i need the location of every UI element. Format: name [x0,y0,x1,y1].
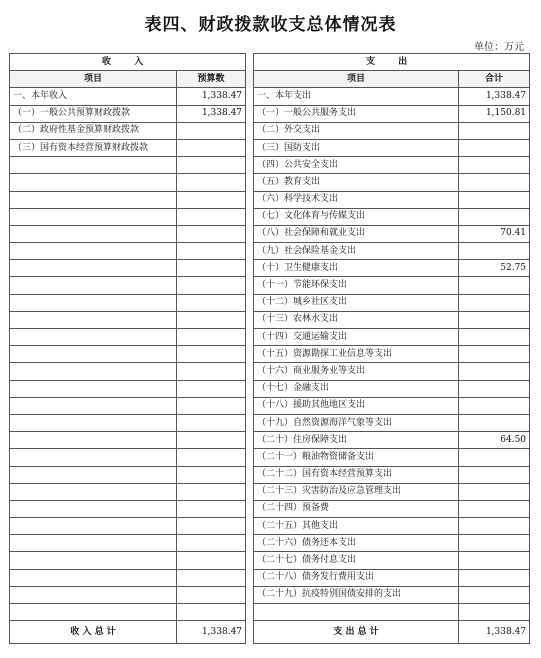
table-row [10,311,530,328]
table-row [10,174,530,191]
income-total-value: 1,338.47 [177,621,246,644]
income-value-cell [177,466,246,483]
expense-value-cell [459,552,530,569]
column-gap [246,105,254,122]
expense-value-cell [459,604,530,621]
income-item-cell [10,518,177,535]
income-total-label: 收 入 总 计 [10,621,177,644]
income-value-cell [177,174,246,191]
expense-item-cell: （十五）资源勘探工业信息等支出 [254,346,459,363]
income-item-cell [10,380,177,397]
income-item-cell: （一）一般公共预算财政拨款 [10,105,177,122]
expense-value-cell [459,346,530,363]
income-budget-header: 预算数 [177,71,246,88]
column-gap [246,277,254,294]
income-item-cell [10,604,177,621]
expense-item-cell: （九）社会保险基金支出 [254,243,459,260]
table-row [10,363,530,380]
income-value-cell [177,363,246,380]
expense-item-cell: （二十七）债务付息支出 [254,552,459,569]
income-section-header: 收 入 [10,54,246,71]
header-row-columns [10,71,530,88]
expense-value-cell [459,483,530,500]
income-value-cell [177,552,246,569]
income-value-cell [177,604,246,621]
column-gap [246,586,254,603]
expense-item-cell: （十三）农林水支出 [254,311,459,328]
column-gap [246,260,254,277]
expense-section-header: 支 出 [254,54,530,71]
income-value-cell: 1,338.47 [177,88,246,105]
column-gap [246,363,254,380]
income-value-cell: 1,338.47 [177,105,246,122]
expense-value-cell [459,397,530,414]
income-item-cell [10,191,177,208]
expense-item-cell: （八）社会保障和就业支出 [254,225,459,242]
table-row [10,277,530,294]
expense-item-cell: （二十四）预备费 [254,500,459,517]
expense-item-cell: （十七）金融支出 [254,380,459,397]
table-row [10,569,530,586]
column-gap [246,535,254,552]
column-gap [246,88,254,105]
column-gap [246,225,254,242]
expense-value-cell [459,449,530,466]
expense-value-cell: 52.75 [459,260,530,277]
expense-item-cell: （十九）自然资源海洋气象等支出 [254,414,459,431]
expense-item-cell: （二十三）灾害防治及应急管理支出 [254,483,459,500]
income-item-cell [10,552,177,569]
expense-value-cell [459,569,530,586]
column-gap [246,414,254,431]
income-item-header: 项目 [10,71,177,88]
expense-item-cell: （二）外交支出 [254,122,459,139]
income-item-cell [10,569,177,586]
table-row [10,518,530,535]
income-value-cell [177,569,246,586]
table-row [10,243,530,260]
expense-value-cell: 1,338.47 [459,88,530,105]
table-row [10,449,530,466]
column-gap [246,208,254,225]
table-body [10,54,530,644]
expense-value-cell [459,518,530,535]
income-item-cell [10,157,177,174]
expense-total-header: 合计 [459,71,530,88]
income-item-cell [10,294,177,311]
expense-value-cell [459,311,530,328]
total-row [10,621,530,644]
income-item-cell [10,483,177,500]
table-row [10,586,530,603]
income-value-cell [177,397,246,414]
table-row [10,139,530,156]
table-row [10,157,530,174]
column-gap [246,432,254,449]
income-value-cell [177,535,246,552]
income-item-cell [10,466,177,483]
expense-value-cell [459,586,530,603]
table-row [10,260,530,277]
table-row [10,535,530,552]
expense-item-cell: （十）卫生健康支出 [254,260,459,277]
expense-item-cell: （四）公共安全支出 [254,157,459,174]
income-item-cell: （二）政府性基金预算财政拨款 [10,122,177,139]
income-value-cell [177,346,246,363]
income-item-cell [10,277,177,294]
column-gap [246,500,254,517]
income-value-cell [177,139,246,156]
column-gap [246,174,254,191]
expense-item-cell: （七）文化体育与传媒支出 [254,208,459,225]
expense-total-label: 支 出 总 计 [254,621,459,644]
column-gap [246,466,254,483]
income-item-cell [10,432,177,449]
income-value-cell [177,191,246,208]
table-row [10,105,530,122]
table-row [10,380,530,397]
income-item-cell [10,225,177,242]
expense-item-cell: （二十八）债务发行费用支出 [254,569,459,586]
income-item-cell [10,535,177,552]
income-value-cell [177,311,246,328]
income-item-cell: （三）国有资本经营预算财政拨款 [10,139,177,156]
expense-value-cell [459,294,530,311]
income-item-cell [10,449,177,466]
expense-value-cell: 64.50 [459,432,530,449]
unit-label: 单位：万元 [474,42,524,53]
expense-item-cell: （二十二）国有资本经营预算支出 [254,466,459,483]
expense-item-cell: （二十九）抗疫特别国债安排的支出 [254,586,459,603]
expense-value-cell [459,208,530,225]
income-value-cell [177,294,246,311]
income-item-cell [10,586,177,603]
column-gap [246,397,254,414]
column-gap [246,380,254,397]
income-item-cell [10,174,177,191]
income-value-cell [177,449,246,466]
income-value-cell [177,225,246,242]
column-gap [246,552,254,569]
expense-item-cell: （六）科学技术支出 [254,191,459,208]
expense-item-cell: （十二）城乡社区支出 [254,294,459,311]
income-item-cell [10,397,177,414]
expense-value-cell [459,329,530,346]
column-gap [246,483,254,500]
expense-item-cell: （二十五）其他支出 [254,518,459,535]
column-gap [246,54,254,71]
column-gap [246,191,254,208]
expense-item-header: 项目 [254,71,459,88]
expense-value-cell [459,277,530,294]
income-value-cell [177,500,246,517]
column-gap [246,621,254,644]
income-item-cell [10,243,177,260]
income-value-cell [177,586,246,603]
column-gap [246,518,254,535]
table-row [10,329,530,346]
expense-item-cell: （十四）交通运输支出 [254,329,459,346]
income-item-cell [10,311,177,328]
expense-item-cell [254,604,459,621]
expense-item-cell: （一）一般公共服务支出 [254,105,459,122]
table-row [10,397,530,414]
column-gap [246,346,254,363]
expense-value-cell: 1,150.81 [459,105,530,122]
income-item-cell [10,500,177,517]
expense-item-cell: 一、本年支出 [254,88,459,105]
expense-value-cell: 70.41 [459,225,530,242]
income-value-cell [177,260,246,277]
expense-value-cell [459,500,530,517]
expense-item-cell: （二十一）粮油物资储备支出 [254,449,459,466]
table-row [10,88,530,105]
income-item-cell: 一、本年收入 [10,88,177,105]
expense-item-cell: （二十六）债务还本支出 [254,535,459,552]
column-gap [246,604,254,621]
income-item-cell [10,346,177,363]
expense-item-cell: （十八）援助其他地区支出 [254,397,459,414]
income-value-cell [177,157,246,174]
income-value-cell [177,483,246,500]
column-gap [246,157,254,174]
column-gap [246,243,254,260]
expense-value-cell [459,535,530,552]
expense-total-value: 1,338.47 [459,621,530,644]
expense-value-cell [459,191,530,208]
table-row [10,500,530,517]
table-row [10,604,530,621]
income-value-cell [177,122,246,139]
expense-value-cell [459,243,530,260]
income-value-cell [177,414,246,431]
column-gap [246,449,254,466]
expense-item-cell: （五）教育支出 [254,174,459,191]
table-row [10,122,530,139]
income-item-cell [10,208,177,225]
expense-value-cell [459,363,530,380]
income-value-cell [177,432,246,449]
expense-item-cell: （十一）节能环保支出 [254,277,459,294]
expense-value-cell [459,122,530,139]
table-row [10,432,530,449]
income-item-cell [10,329,177,346]
table-row [10,294,530,311]
table-row [10,414,530,431]
fiscal-table [9,53,530,644]
table-title: 表四、财政拨款收支总体情况表 [144,15,397,35]
expense-value-cell [459,414,530,431]
income-value-cell [177,277,246,294]
income-value-cell [177,329,246,346]
income-value-cell [177,243,246,260]
income-item-cell [10,363,177,380]
table-row [10,483,530,500]
expense-item-cell: （二十）住房保障支出 [254,432,459,449]
income-value-cell [177,380,246,397]
header-row-sections [10,54,530,71]
expense-item-cell: （三）国防支出 [254,139,459,156]
table-row [10,346,530,363]
income-item-cell [10,260,177,277]
expense-value-cell [459,466,530,483]
income-value-cell [177,518,246,535]
column-gap [246,71,254,88]
expense-value-cell [459,157,530,174]
table-row [10,208,530,225]
expense-value-cell [459,174,530,191]
expense-value-cell [459,380,530,397]
column-gap [246,122,254,139]
column-gap [246,569,254,586]
column-gap [246,329,254,346]
column-gap [246,311,254,328]
column-gap [246,294,254,311]
expense-item-cell: （十六）商业服务业等支出 [254,363,459,380]
table-row [10,191,530,208]
column-gap [246,139,254,156]
table-row [10,466,530,483]
table-row [10,225,530,242]
expense-value-cell [459,139,530,156]
table-row [10,552,530,569]
income-value-cell [177,208,246,225]
income-item-cell [10,414,177,431]
